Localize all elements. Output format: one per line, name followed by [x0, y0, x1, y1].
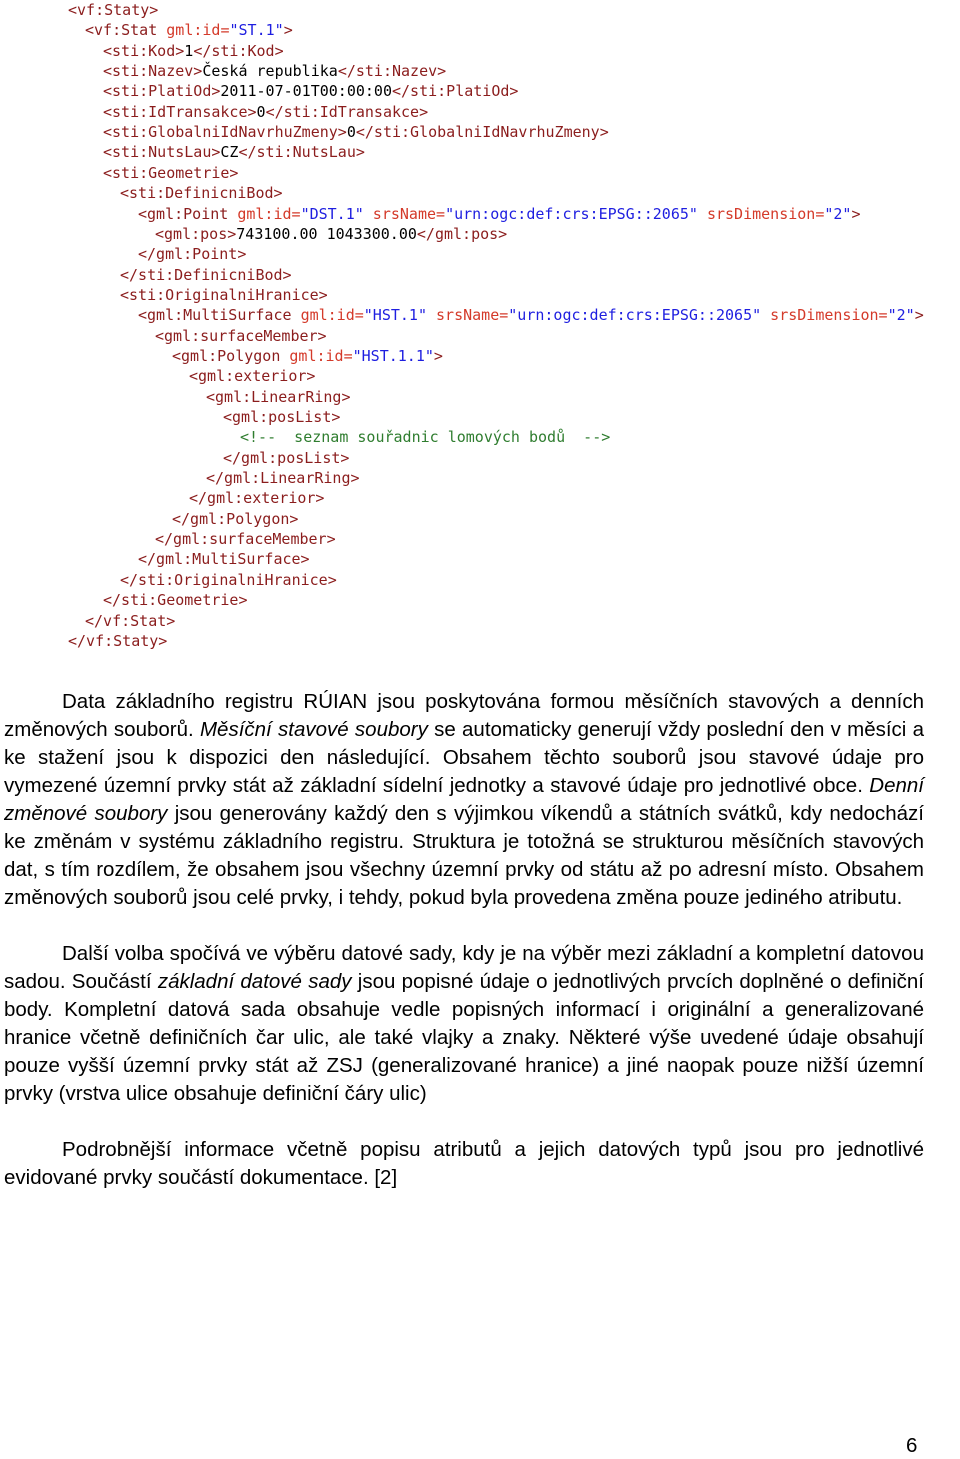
code-line: [172, 346, 443, 366]
code-token: <sti:DefinicniBod>: [120, 184, 283, 203]
code-token: </gml:exterior>: [189, 489, 325, 508]
text-run: Další volba spočívá ve výběru datové sady, kdy je na výběr mezi základní a kompletní datovou sadou. Součástí: [4, 942, 924, 993]
code-line: [172, 509, 298, 529]
code-line: [138, 244, 246, 264]
code-token: gml:id=: [289, 346, 353, 365]
code-token: <sti:IdTransakce>: [103, 102, 257, 121]
code-token: </gml:surfaceMember>: [155, 530, 336, 549]
paragraph: [4, 940, 924, 1108]
code-token: "urn:ogc:def:crs:EPSG::2065": [445, 204, 698, 223]
code-token: </sti:PlatiOd>: [392, 82, 519, 101]
text-run: jsou popisné údaje o jednotlivých prvcích doplněné o definiční body. Kompletní datová sada obsahuje vedle popisných informací i originální a generalizované hranice včetně definičních čar ulic, ale také vlajky a znaky. Některé výše uvedené údaje obsahují pouze vyšší územní prvky stát až ZSJ (generalizované hranice) a jiné naopak pouze nižší územní prvky (vrstva ulice obsahuje definiční čáry ulic): [4, 970, 924, 1105]
code-token: </sti:Kod>: [193, 41, 284, 60]
code-token: srsName=: [427, 306, 509, 325]
code-line: [206, 468, 360, 488]
code-token: </sti:DefinicniBod>: [120, 265, 292, 284]
paragraph: [4, 1136, 924, 1192]
code-token: srsDimension=: [761, 306, 888, 325]
code-token: >: [283, 21, 293, 40]
code-token: >: [433, 346, 443, 365]
code-token: Česká republika: [202, 62, 338, 81]
code-line: [138, 204, 861, 224]
code-token: "HST.1": [363, 306, 427, 325]
code-token: gml:id=: [237, 204, 301, 223]
code-token: >: [914, 306, 924, 325]
code-token: <vf:Staty>: [68, 1, 159, 19]
code-line: [120, 265, 292, 285]
code-token: <gml:Polygon: [172, 346, 290, 365]
code-token: >: [851, 204, 861, 223]
code-token: </vf:Staty>: [68, 631, 168, 650]
code-line: [103, 41, 284, 61]
code-token: <gml:surfaceMember>: [155, 326, 327, 345]
code-token: <gml:MultiSurface: [138, 306, 301, 325]
code-token: <gml:LinearRing>: [206, 387, 351, 406]
code-line: [206, 387, 351, 407]
code-token: <sti:Geometrie>: [103, 163, 239, 182]
code-line: [103, 590, 248, 610]
emphasized-term: základní datové sady: [157, 970, 352, 993]
code-token: <gml:posList>: [223, 408, 341, 426]
text-run: jsou generovány každý den s výjimkou víkendů a státních svátků, kdy nedochází ke změnám v systému základního registru. Struktura je totožná se strukturou měsíčních stavových dat, s tím rozdílem, že obsahem jsou všechny územní prvky od státu až po adresní místo. Obsahem změnových souborů jsou celé prvky, i tehdy, pokud byla provedena změna pouze jediného atributu.: [4, 802, 924, 909]
text-run: Data základního registru RÚIAN jsou poskytována formou měsíčních stavových a denních změnových souborů.: [4, 690, 924, 741]
code-token: <gml:Point: [138, 204, 238, 223]
code-token: 0: [346, 123, 356, 142]
code-line: [155, 529, 336, 549]
paragraph: [4, 688, 924, 912]
text-run: Podrobnější informace včetně popisu atributů a jejich datových typů jsou pro jednotlivé evidované prvky součástí dokumentace. [2]: [4, 1138, 924, 1189]
code-line: [189, 488, 324, 508]
code-token: <sti:GlobalniIdNavrhuZmeny>: [103, 123, 347, 142]
code-token: 2011-07-01T00:00:00: [220, 82, 392, 101]
code-token: "ST.1": [229, 21, 284, 40]
text-run: se automaticky generují vždy poslední den v měsíci a ke stažení jsou k dispozici den následující. Obsahem těchto souborů jsou stavové údaje pro vymezené územní prvky stát až základní sídelní jednotky a stavové údaje pro jednotlivé obce.: [4, 718, 925, 797]
code-token: <gml:exterior>: [189, 367, 316, 386]
code-line: [103, 163, 238, 183]
code-token: </gml:Polygon>: [172, 509, 299, 528]
code-line: [103, 61, 446, 81]
code-token: 1: [184, 41, 194, 60]
code-line: [223, 407, 340, 427]
code-line: [138, 549, 310, 569]
code-token: <sti:Nazev>: [103, 62, 203, 81]
code-line: [68, 631, 167, 651]
code-token: <sti:PlatiOd>: [103, 82, 221, 101]
code-line: [120, 570, 337, 590]
code-token: gml:id=: [166, 21, 230, 40]
code-line: [68, 0, 158, 20]
code-token: gml:id=: [300, 306, 364, 325]
code-line: [155, 326, 327, 346]
code-line: [103, 142, 365, 162]
code-line: [155, 224, 507, 244]
code-token: "2": [887, 306, 915, 325]
code-line: [138, 305, 924, 325]
code-token: </sti:Geometrie>: [103, 591, 248, 610]
code-token: <vf:Stat: [85, 21, 167, 40]
code-token: srsDimension=: [697, 204, 825, 223]
code-token: 743100.00 1043300.00: [236, 224, 417, 243]
body-text: [4, 688, 924, 1192]
code-line: [120, 183, 283, 203]
code-token: <gml:pos>: [155, 224, 237, 243]
code-token: </sti:OriginalniHranice>: [120, 570, 337, 589]
code-token: </sti:Nazev>: [337, 62, 447, 81]
code-line: [103, 81, 518, 101]
code-token: </gml:MultiSurface>: [138, 550, 310, 569]
code-line: [223, 448, 349, 468]
code-token: <sti:NutsLau>: [103, 143, 221, 162]
code-line: [103, 122, 609, 142]
code-token: </gml:LinearRing>: [206, 469, 360, 488]
emphasized-term: Měsíční stavové soubory: [199, 718, 428, 741]
code-token: </sti:GlobalniIdNavrhuZmeny>: [355, 123, 609, 142]
code-line: [189, 366, 315, 386]
code-line: [85, 20, 293, 40]
code-line: [85, 611, 175, 631]
code-token: 0: [256, 102, 266, 121]
code-token: srsName=: [363, 204, 446, 223]
code-line: [103, 102, 428, 122]
code-token: </sti:IdTransakce>: [265, 102, 429, 121]
code-line: [120, 285, 328, 305]
code-token: CZ: [220, 143, 239, 162]
page-number: 6: [906, 1434, 918, 1457]
code-token: "2": [824, 204, 852, 223]
code-token: <!-- seznam souřadnic lomových bodů -->: [240, 428, 611, 447]
code-token: </gml:posList>: [223, 448, 350, 467]
code-token: </sti:NutsLau>: [238, 143, 365, 162]
code-token: <sti:OriginalniHranice>: [120, 285, 328, 304]
code-token: "HST.1.1": [352, 346, 434, 365]
emphasized-term: Denní změnové soubory: [4, 774, 924, 825]
code-token: </vf:Stat>: [85, 611, 176, 630]
code-line: [240, 427, 610, 447]
code-token: </gml:Point>: [138, 245, 247, 264]
code-token: </gml:pos>: [416, 224, 508, 243]
code-token: <sti:Kod>: [103, 41, 185, 60]
code-token: "DST.1": [300, 204, 364, 223]
code-token: "urn:ogc:def:crs:EPSG::2065": [508, 306, 762, 325]
